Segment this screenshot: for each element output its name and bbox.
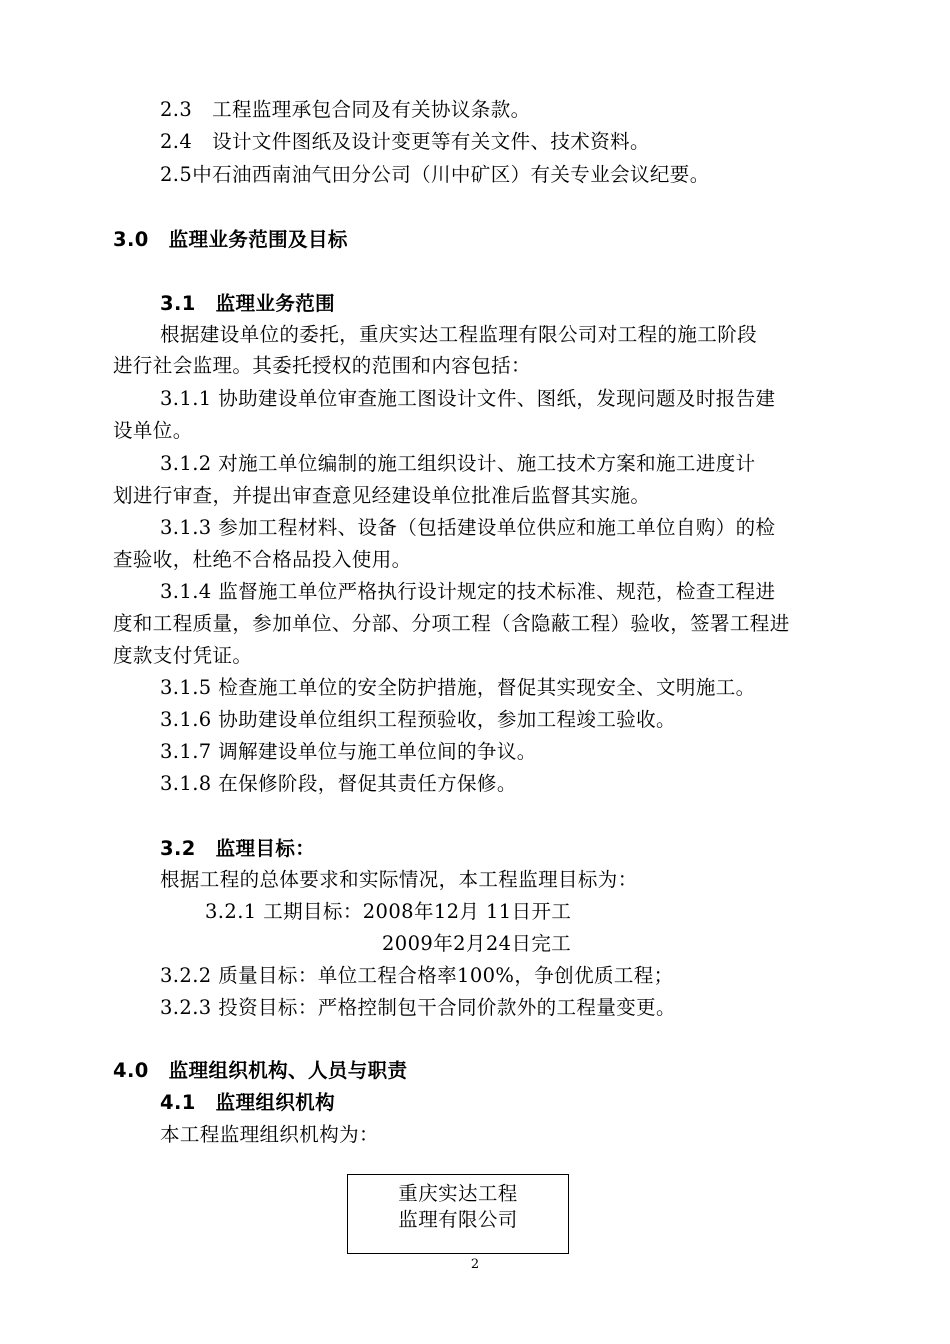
item-3-1-4-line-3: 度款支付凭证。 [113,644,253,667]
section-4-1-heading: 4.1 监理组织机构 [160,1091,336,1114]
org-box-line-2: 监理有限公司 [398,1208,518,1231]
item-3-2-1-line-2: 2009年2月24日完工 [382,932,572,955]
item-3-1-3-line-1: 3.1.3 参加工程材料、设备（包括建设单位供应和施工单位自购）的检 [160,516,776,539]
paragraph-3-1-line-1: 根据建设单位的委托，重庆实达工程监理有限公司对工程的施工阶段 [160,323,758,346]
item-3-1-6: 3.1.6 协助建设单位组织工程预验收，参加工程竣工验收。 [160,708,676,731]
item-3-1-1-line-1: 3.1.1 协助建设单位审查施工图设计文件、图纸，发现问题及时报告建 [160,387,776,410]
item-3-1-1-line-2: 设单位。 [113,419,193,442]
item-3-1-7: 3.1.7 调解建设单位与施工单位间的争议。 [160,740,537,763]
page-number: 2 [470,1257,480,1272]
item-3-1-4-line-1: 3.1.4 监督施工单位严格执行设计规定的技术标准、规范，检查工程进 [160,580,776,603]
section-3-2-heading: 3.2 监理目标： [160,837,316,860]
item-3-2-2: 3.2.2 质量目标：单位工程合格率100%，争创优质工程； [160,964,674,987]
item-3-1-8: 3.1.8 在保修阶段，督促其责任方保修。 [160,772,517,795]
item-3-1-4-line-2: 度和工程质量，参加单位、分部、分项工程（含隐蔽工程）验收，签署工程进 [113,612,790,635]
org-box-line-1: 重庆实达工程 [398,1182,518,1205]
clause-2-5: 2.5中石油西南油气田分公司（川中矿区）有关专业会议纪要。 [160,163,710,186]
item-3-1-2-line-2: 划进行审查，并提出审查意见经建设单位批准后监督其实施。 [113,484,651,507]
clause-2-3: 2.3 工程监理承包合同及有关协议条款。 [160,98,531,121]
item-3-2-1-line-1: 3.2.1 工期目标：2008年12月 11日开工 [205,900,572,923]
paragraph-3-2: 根据工程的总体要求和实际情况，本工程监理目标为： [160,868,638,891]
item-3-1-2-line-1: 3.1.2 对施工单位编制的施工组织设计、施工技术方案和施工进度计 [160,452,756,475]
section-3-0-heading: 3.0 监理业务范围及目标 [113,228,348,251]
item-3-1-3-line-2: 查验收，杜绝不合格品投入使用。 [113,548,412,571]
org-chart-top-box [347,1174,569,1254]
paragraph-4-1: 本工程监理组织机构为： [160,1123,379,1146]
item-3-2-3: 3.2.3 投资目标：严格控制包干合同价款外的工程量变更。 [160,996,676,1019]
clause-2-4: 2.4 设计文件图纸及设计变更等有关文件、技术资料。 [160,130,650,153]
section-4-0-heading: 4.0 监理组织机构、人员与职责 [113,1059,408,1082]
section-3-1-heading: 3.1 监理业务范围 [160,292,336,315]
item-3-1-5: 3.1.5 检查施工单位的安全防护措施，督促其实现安全、文明施工。 [160,676,756,699]
paragraph-3-1-line-2: 进行社会监理。其委托授权的范围和内容包括： [113,354,531,377]
